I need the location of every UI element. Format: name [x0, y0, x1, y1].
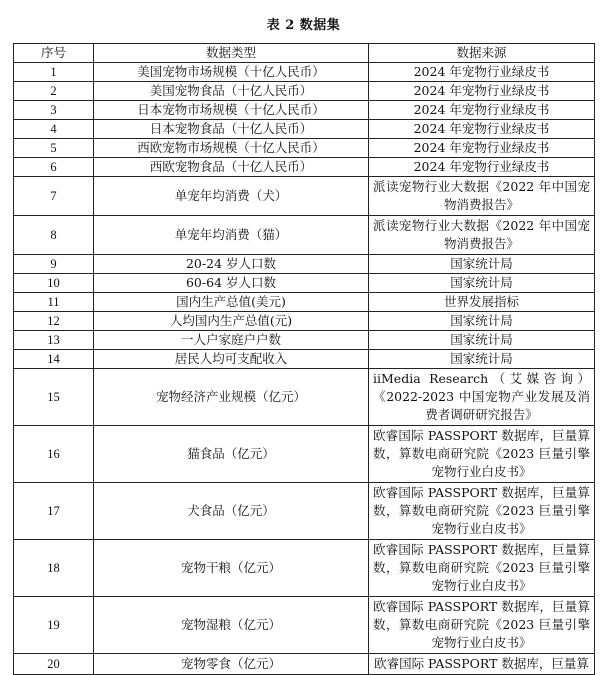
- row-id: 7: [14, 177, 94, 216]
- row-source: 派读宠物行业大数据《2022 年中国宠物消费报告》: [369, 216, 595, 255]
- table-row: [14, 120, 595, 139]
- table-title: 表 2 数据集: [266, 18, 341, 33]
- row-type: 美国宠物食品（十亿人民币）: [94, 82, 369, 101]
- row-source: 派读宠物行业大数据《2022 年中国宠物消费报告》: [369, 177, 595, 216]
- dataset-table: [13, 43, 595, 675]
- table-row: [14, 369, 595, 426]
- row-type: 日本宠物市场规模（十亿人民币）: [94, 101, 369, 120]
- row-source: 欧睿国际 PASSPORT 数据库，巨量算数，算数电商研究院《2023 巨量引擎宠物行业白皮书》: [369, 540, 595, 597]
- row-id: 12: [14, 312, 94, 331]
- row-id: 20: [14, 654, 94, 675]
- table-row: [14, 597, 595, 654]
- row-id: 3: [14, 101, 94, 120]
- row-id: 14: [14, 350, 94, 369]
- row-id: 15: [14, 369, 94, 426]
- header-type: 数据类型: [94, 44, 369, 63]
- row-source: iiMedia Research（艾媒咨询）《2022-2023 中国宠物产业发展及消费者调研研究报告》: [369, 369, 595, 426]
- row-id: 8: [14, 216, 94, 255]
- table-row: [14, 483, 595, 540]
- table-header-row: [14, 44, 595, 63]
- row-id: 17: [14, 483, 94, 540]
- row-type: 国内生产总值(美元): [94, 293, 369, 312]
- row-id: 6: [14, 158, 94, 177]
- row-source: 欧睿国际 PASSPORT 数据库，巨量算数，算数电商研究院《2023 巨量引擎宠物行业白皮书》: [369, 597, 595, 654]
- row-id: 13: [14, 331, 94, 350]
- row-source: 2024 年宠物行业绿皮书: [369, 139, 595, 158]
- row-id: 1: [14, 63, 94, 82]
- row-source: 世界发展指标: [369, 293, 595, 312]
- row-id: 11: [14, 293, 94, 312]
- row-source: 欧睿国际 PASSPORT 数据库，巨量算: [369, 654, 595, 675]
- row-type: 一人户家庭户户数: [94, 331, 369, 350]
- row-source: 国家统计局: [369, 312, 595, 331]
- row-id: 16: [14, 426, 94, 483]
- table-row: [14, 654, 595, 675]
- table-body: [14, 63, 595, 675]
- row-source: 国家统计局: [369, 255, 595, 274]
- row-type: 60-64 岁人口数: [94, 274, 369, 293]
- table-row: [14, 293, 595, 312]
- row-type: 20-24 岁人口数: [94, 255, 369, 274]
- table-row: [14, 82, 595, 101]
- row-source: 国家统计局: [369, 350, 595, 369]
- row-id: 9: [14, 255, 94, 274]
- row-id: 5: [14, 139, 94, 158]
- row-type: 单宠年均消费（猫）: [94, 216, 369, 255]
- table-row: [14, 158, 595, 177]
- row-type: 人均国内生产总值(元): [94, 312, 369, 331]
- table-row: [14, 139, 595, 158]
- row-type: 宠物干粮（亿元）: [94, 540, 369, 597]
- table-row: [14, 540, 595, 597]
- table-row: [14, 177, 595, 216]
- row-source: 欧睿国际 PASSPORT 数据库，巨量算数，算数电商研究院《2023 巨量引擎宠物行业白皮书》: [369, 483, 595, 540]
- table-row: [14, 216, 595, 255]
- table-row: [14, 255, 595, 274]
- row-source: 欧睿国际 PASSPORT 数据库，巨量算数，算数电商研究院《2023 巨量引擎宠物行业白皮书》: [369, 426, 595, 483]
- table-row: [14, 274, 595, 293]
- row-source: 国家统计局: [369, 331, 595, 350]
- row-id: 4: [14, 120, 94, 139]
- row-source: 2024 年宠物行业绿皮书: [369, 120, 595, 139]
- table-row: [14, 63, 595, 82]
- row-id: 10: [14, 274, 94, 293]
- row-type: 宠物经济产业规模（亿元）: [94, 369, 369, 426]
- row-type: 猫食品（亿元）: [94, 426, 369, 483]
- row-source: 2024 年宠物行业绿皮书: [369, 158, 595, 177]
- row-source: 2024 年宠物行业绿皮书: [369, 82, 595, 101]
- row-id: 2: [14, 82, 94, 101]
- row-source: 2024 年宠物行业绿皮书: [369, 63, 595, 82]
- row-type: 宠物零食（亿元）: [94, 654, 369, 675]
- header-source: 数据来源: [369, 44, 595, 63]
- row-type: 日本宠物食品（十亿人民币）: [94, 120, 369, 139]
- row-source: 国家统计局: [369, 274, 595, 293]
- row-type: 西欧宠物食品（十亿人民币）: [94, 158, 369, 177]
- table-row: [14, 331, 595, 350]
- row-id: 19: [14, 597, 94, 654]
- row-type: 单宠年均消费（犬）: [94, 177, 369, 216]
- table-row: [14, 101, 595, 120]
- row-type: 西欧宠物市场规模（十亿人民币）: [94, 139, 369, 158]
- table-row: [14, 350, 595, 369]
- table-row: [14, 426, 595, 483]
- row-type: 宠物湿粮（亿元）: [94, 597, 369, 654]
- row-source: 2024 年宠物行业绿皮书: [369, 101, 595, 120]
- header-id: 序号: [14, 44, 94, 63]
- table-row: [14, 312, 595, 331]
- row-type: 犬食品（亿元）: [94, 483, 369, 540]
- row-type: 居民人均可支配收入: [94, 350, 369, 369]
- row-type: 美国宠物市场规模（十亿人民币）: [94, 63, 369, 82]
- row-id: 18: [14, 540, 94, 597]
